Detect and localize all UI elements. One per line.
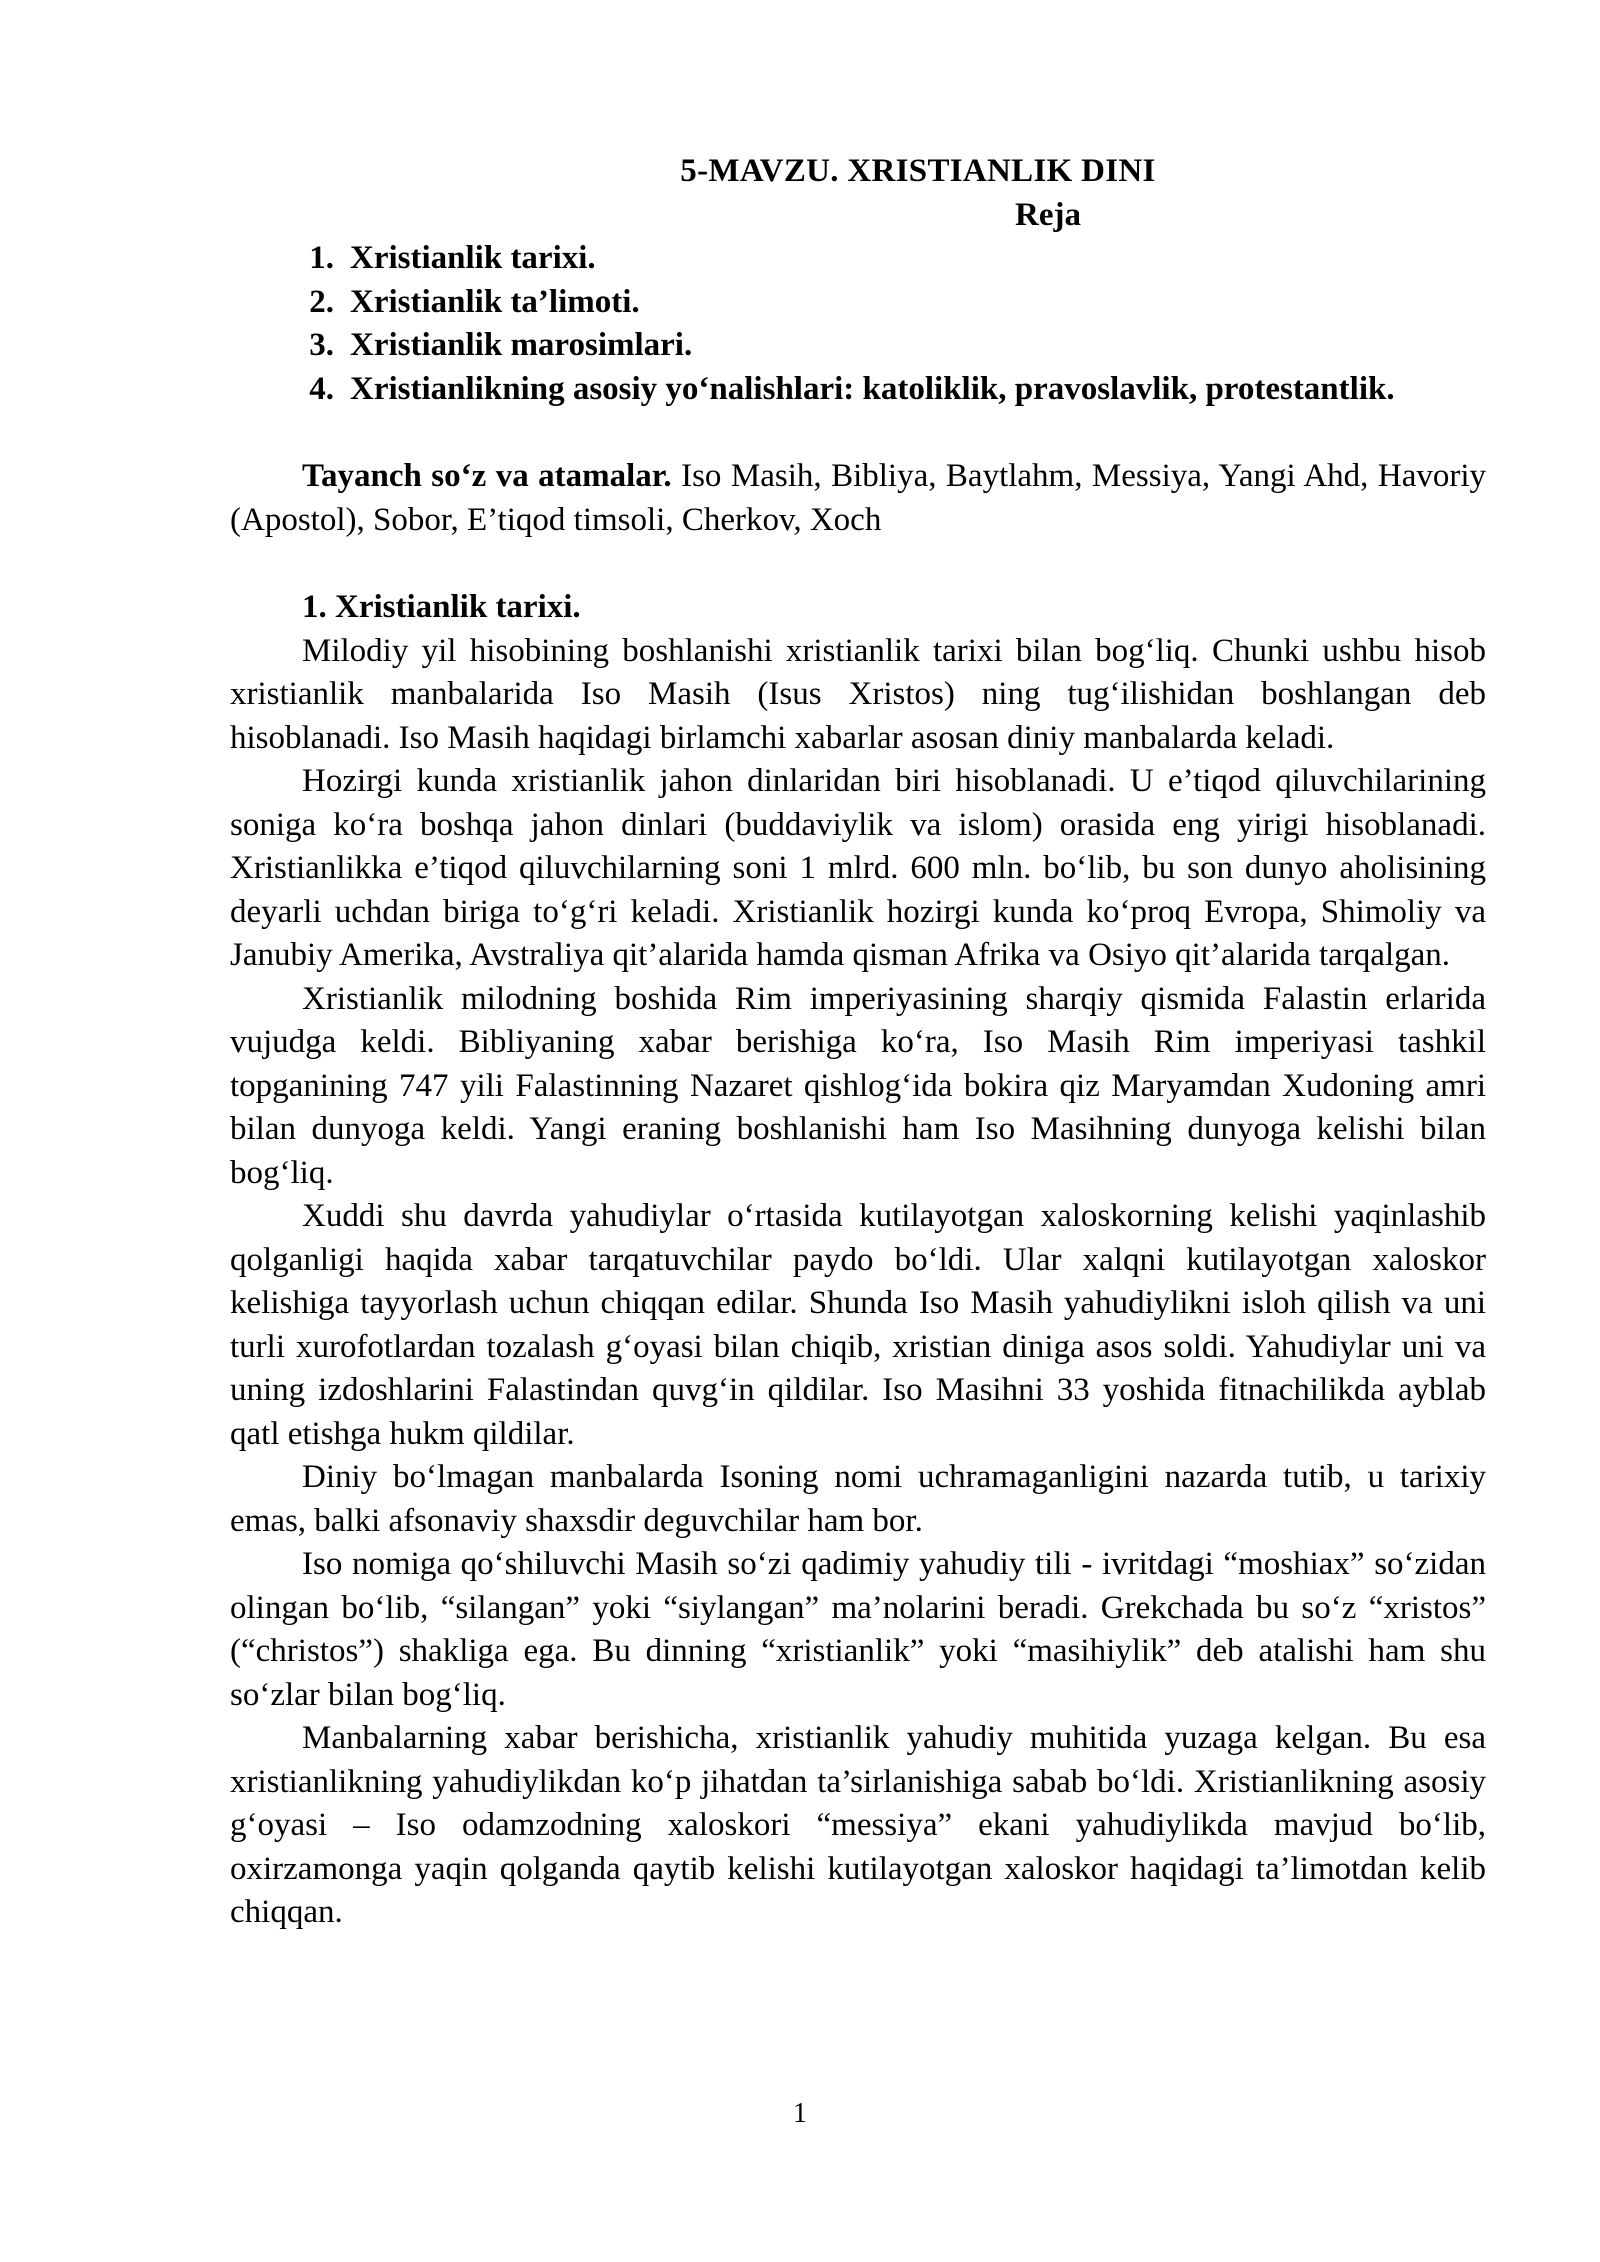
section-heading: 1. Xristianlik tarixi. [302, 589, 581, 625]
keywords-label: Tayanch so‘z va atamalar. [302, 458, 672, 494]
plan-list [230, 237, 1486, 411]
plan-item-text: Xristianlik marosimlari. [350, 327, 693, 363]
plan-item-number: 4. [309, 370, 334, 407]
plan-item [230, 237, 1486, 281]
body-paragraph: Hozirgi kunda xristianlik jahon dinlaridan biri hisoblanadi. U e’tiqod qiluvchilarining soniga ko‘ra boshqa jahon dinlari (buddaviylik va islom) orasida eng yirigi hisoblanadi. Xristianlikka e’tiqod qiluvchilarning soni 1 mlrd. 600 mln. bo‘lib, bu son dunyo aholisining deyarli uchdan biriga to‘g‘ri keladi. Xristianlik hozirgi kunda ko‘proq Evropa, Shimoliy va Janubiy Amerika, Avstraliya qit’alarida hamda qisman Afrika va Osiyo qit’alarida tarqalgan. [230, 763, 1486, 973]
plan-item [230, 324, 1486, 368]
plan-item-text: Xristianlikning asosiy yo‘nalishlari: katoliklik, pravoslavlik, protestantlik. [350, 370, 1395, 407]
keywords-text: Iso Masih, Bibliya, Baytlahm, Messiya, Yangi Ahd, Havoriy (Apostol), Sobor, E’tiqod timsoli, Cherkov, Xoch [230, 458, 1487, 538]
body-paragraph: Milodiy yil hisobining boshlanishi xristianlik tarixi bilan bog‘liq. Chunki ushbu hisob xristianlik manbalarida Iso Masih (Isus Xristos) ning tug‘ilishidan boshlangan deb hisoblanadi. Iso Masih haqidagi birlamchi xabarlar asosan diniy manbalarda keladi. [230, 632, 1486, 756]
plan-item-text: Xristianlik ta’limoti. [350, 283, 640, 320]
plan-heading: Reja [1015, 196, 1081, 233]
page-number: 1 [793, 2098, 807, 2129]
plan-item-text: Xristianlik tarixi. [350, 240, 596, 276]
document-page [230, 150, 1486, 1935]
body-paragraph: Xristianlik milodning boshida Rim imperiyasining sharqiy qismida Falastin erlarida vujudga keldi. Bibliyaning xabar berishiga ko‘ra, Iso Masih Rim imperiyasi tashkil topganining 747 yili Falastinning Nazaret qishlog‘ida bokira qiz Maryamdan Xudoning amri bilan dunyoga keldi. Yangi eraning boshlanishi ham Iso Masihning dunyoga kelishi bilan bog‘liq. [230, 980, 1486, 1191]
body-paragraph: Manbalarning xabar berishicha, xristianlik yahudiy muhitida yuzaga kelgan. Bu esa xristianlikning yahudiylikdan ko‘p jihatdan ta’sirlanishiga sabab bo‘ldi. Xristianlikning asosiy g‘oyasi – Iso odamzodning xaloskori “messiya” ekani yahudiylikda mavjud bo‘lib, oxirzamonga yaqin qolganda qaytib kelishi kutilayotgan xaloskor haqidagi ta’limotdan kelib chiqqan. [230, 1720, 1486, 1930]
body-paragraph: Diniy bo‘lmagan manbalarda Isoning nomi uchramaganligini nazarda tutib, u tarixiy emas, balki afsonaviy shaxsdir deguvchilar ham bor. [230, 1459, 1486, 1539]
plan-item [230, 281, 1486, 325]
spacer [230, 411, 1486, 455]
keywords-paragraph [230, 455, 1486, 542]
body-paragraph: Iso nomiga qo‘shiluvchi Masih so‘zi qadimiy yahudiy tili - ivritdagi “moshiax” so‘zidan olingan bo‘lib, “silangan” yoki “siylangan” ma’nolarini beradi. Grekchada bu so‘z “xristos” (“christos”) shakliga ega. Bu dinning “xristianlik” yoki “masihiylik” deb atalishi ham shu so‘zlar bilan bog‘liq. [230, 1546, 1486, 1713]
plan-item-number: 2. [309, 283, 334, 320]
spacer [230, 542, 1486, 586]
plan-item [230, 368, 1486, 412]
plan-item-number: 3. [309, 327, 334, 363]
body-paragraph: Xuddi shu davrda yahudiylar o‘rtasida kutilayotgan xaloskorning kelishi yaqinlashib qolganligi haqida xabar tarqatuvchilar paydo bo‘ldi. Ular xalqni kutilayotgan xaloskor kelishiga tayyorlash uchun chiqqan edilar. Shunda Iso Masih yahudiylikni isloh qilish va uni turli xurofotlardan tozalash g‘oyasi bilan chiqib, xristian diniga asos soldi. Yahudiylar uni va uning izdoshlarini Falastindan quvg‘in qildilar. Iso Masihni 33 yoshida fitnachilikda ayblab qatl etishga hukm qildilar. [230, 1198, 1486, 1452]
plan-item-number: 1. [309, 240, 334, 276]
document-title: 5-MAVZU. XRISTIANLIK DINI [680, 153, 1156, 189]
